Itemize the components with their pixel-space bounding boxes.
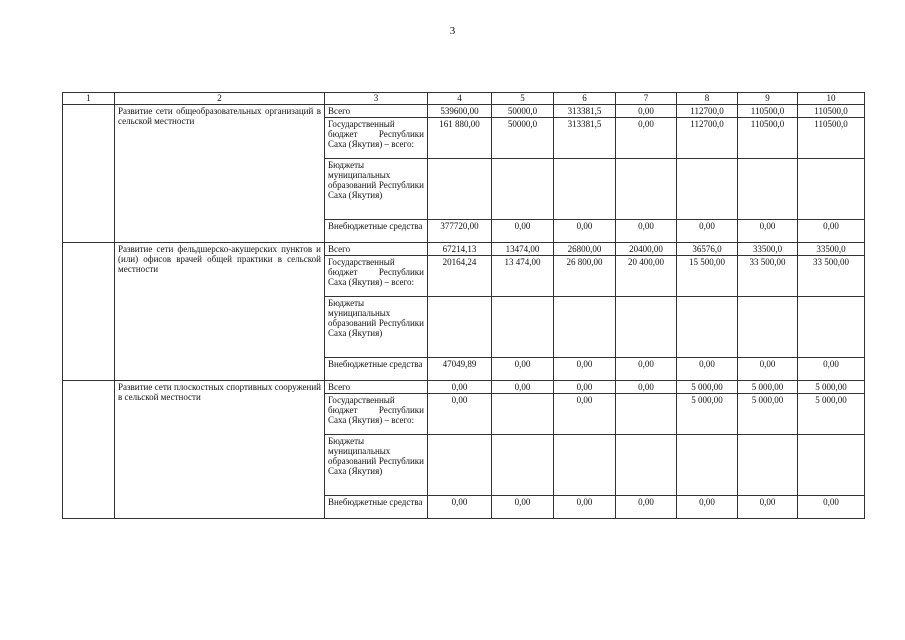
amount-cell: 0,00 (554, 381, 616, 394)
amount-cell: 36576,0 (677, 243, 738, 256)
amount-cell: 33 500,00 (798, 256, 865, 297)
funding-source: Бюджеты муниципальных образований Республики Саха (Якутия) (325, 435, 428, 496)
amount-cell: 110500,0 (738, 105, 798, 118)
amount-cell: 0,00 (492, 496, 554, 519)
amount-cell: 5 000,00 (677, 381, 738, 394)
column-header-7: 7 (616, 93, 677, 105)
amount-cell (492, 159, 554, 220)
amount-cell (616, 435, 677, 496)
amount-cell: 0,00 (554, 220, 616, 243)
amount-cell: 0,00 (428, 394, 492, 435)
amount-cell: 0,00 (677, 496, 738, 519)
amount-cell: 50000,0 (492, 105, 554, 118)
table-row (63, 243, 865, 256)
amount-cell: 313381,5 (554, 105, 616, 118)
amount-cell: 0,00 (738, 496, 798, 519)
amount-cell (616, 159, 677, 220)
amount-cell: 112700,0 (677, 105, 738, 118)
funding-source: Внебюджетные средства (325, 496, 428, 519)
amount-cell: 20164,24 (428, 256, 492, 297)
amount-cell (428, 435, 492, 496)
amount-cell (554, 297, 616, 358)
amount-cell: 0,00 (616, 381, 677, 394)
amount-cell: 377720,00 (428, 220, 492, 243)
amount-cell (738, 297, 798, 358)
amount-cell (492, 394, 554, 435)
amount-cell: 0,00 (554, 358, 616, 381)
amount-cell: 0,00 (798, 358, 865, 381)
amount-cell: 0,00 (616, 118, 677, 159)
amount-cell: 112700,0 (677, 118, 738, 159)
amount-cell: 0,00 (677, 220, 738, 243)
amount-cell: 5 000,00 (677, 394, 738, 435)
amount-cell (738, 159, 798, 220)
column-header-10: 10 (798, 93, 865, 105)
amount-cell: 13474,00 (492, 243, 554, 256)
budget-table (62, 92, 865, 519)
amount-cell: 26800,00 (554, 243, 616, 256)
amount-cell: 33500,0 (798, 243, 865, 256)
amount-cell (677, 435, 738, 496)
amount-cell: 0,00 (428, 381, 492, 394)
row-number-cell (63, 105, 115, 243)
amount-cell: 15 500,00 (677, 256, 738, 297)
funding-source: Государственный бюджет Республики Саха (Якутия) – всего: (325, 118, 428, 159)
amount-cell: 0,00 (798, 496, 865, 519)
program-name: Развитие сети общеобразовательных организаций в сельской местности (115, 105, 325, 243)
amount-cell (616, 297, 677, 358)
amount-cell: 50000,0 (492, 118, 554, 159)
table-row (63, 381, 865, 394)
amount-cell: 33 500,00 (738, 256, 798, 297)
amount-cell: 0,00 (738, 220, 798, 243)
page-number: 3 (449, 25, 456, 37)
row-number-cell (63, 381, 115, 519)
amount-cell: 539600,00 (428, 105, 492, 118)
header-row (63, 93, 865, 105)
amount-cell: 5 000,00 (798, 394, 865, 435)
column-header-1: 1 (63, 93, 115, 105)
funding-source: Внебюджетные средства (325, 220, 428, 243)
amount-cell: 313381,5 (554, 118, 616, 159)
amount-cell: 26 800,00 (554, 256, 616, 297)
amount-cell: 0,00 (616, 496, 677, 519)
funding-source: Бюджеты муниципальных образований Республики Саха (Якутия) (325, 297, 428, 358)
column-header-5: 5 (492, 93, 554, 105)
amount-cell: 161 880,00 (428, 118, 492, 159)
funding-source: Государственный бюджет Республики Саха (Якутия) – всего: (325, 394, 428, 435)
column-header-9: 9 (738, 93, 798, 105)
column-header-2: 2 (115, 93, 325, 105)
program-name: Развитие сети фельдшерско-акушерских пунктов и (или) офисов врачей общей практики в сельской местности (115, 243, 325, 381)
column-header-3: 3 (325, 93, 428, 105)
amount-cell: 20 400,00 (616, 256, 677, 297)
amount-cell (554, 159, 616, 220)
amount-cell: 0,00 (492, 381, 554, 394)
amount-cell: 0,00 (554, 394, 616, 435)
amount-cell: 20400,00 (616, 243, 677, 256)
amount-cell (616, 394, 677, 435)
amount-cell: 47049,89 (428, 358, 492, 381)
funding-source: Всего (325, 381, 428, 394)
amount-cell (492, 297, 554, 358)
amount-cell: 0,00 (616, 358, 677, 381)
amount-cell (428, 159, 492, 220)
amount-cell: 5 000,00 (798, 381, 865, 394)
column-header-4: 4 (428, 93, 492, 105)
amount-cell: 13 474,00 (492, 256, 554, 297)
table-row (63, 105, 865, 118)
amount-cell: 0,00 (554, 496, 616, 519)
column-header-6: 6 (554, 93, 616, 105)
amount-cell (798, 159, 865, 220)
funding-source: Всего (325, 243, 428, 256)
amount-cell (798, 435, 865, 496)
amount-cell (798, 297, 865, 358)
row-number-cell (63, 243, 115, 381)
amount-cell: 0,00 (492, 220, 554, 243)
amount-cell: 110500,0 (738, 118, 798, 159)
amount-cell: 0,00 (616, 105, 677, 118)
column-header-8: 8 (677, 93, 738, 105)
funding-source: Внебюджетные средства (325, 358, 428, 381)
funding-source: Бюджеты муниципальных образований Республики Саха (Якутия) (325, 159, 428, 220)
amount-cell: 0,00 (616, 220, 677, 243)
amount-cell (677, 297, 738, 358)
amount-cell: 110500,0 (798, 118, 865, 159)
amount-cell: 0,00 (738, 358, 798, 381)
program-name: Развитие сети плоскостных спортивных сооружений в сельской местности (115, 381, 325, 519)
amount-cell (492, 435, 554, 496)
amount-cell: 0,00 (677, 358, 738, 381)
funding-source: Государственный бюджет Республики Саха (Якутия) – всего: (325, 256, 428, 297)
amount-cell: 67214,13 (428, 243, 492, 256)
amount-cell (554, 435, 616, 496)
amount-cell (738, 435, 798, 496)
amount-cell (428, 297, 492, 358)
amount-cell: 110500,0 (798, 105, 865, 118)
amount-cell: 0,00 (428, 496, 492, 519)
amount-cell (677, 159, 738, 220)
amount-cell: 33500,0 (738, 243, 798, 256)
amount-cell: 5 000,00 (738, 394, 798, 435)
funding-source: Всего (325, 105, 428, 118)
amount-cell: 5 000,00 (738, 381, 798, 394)
amount-cell: 0,00 (492, 358, 554, 381)
amount-cell: 0,00 (798, 220, 865, 243)
